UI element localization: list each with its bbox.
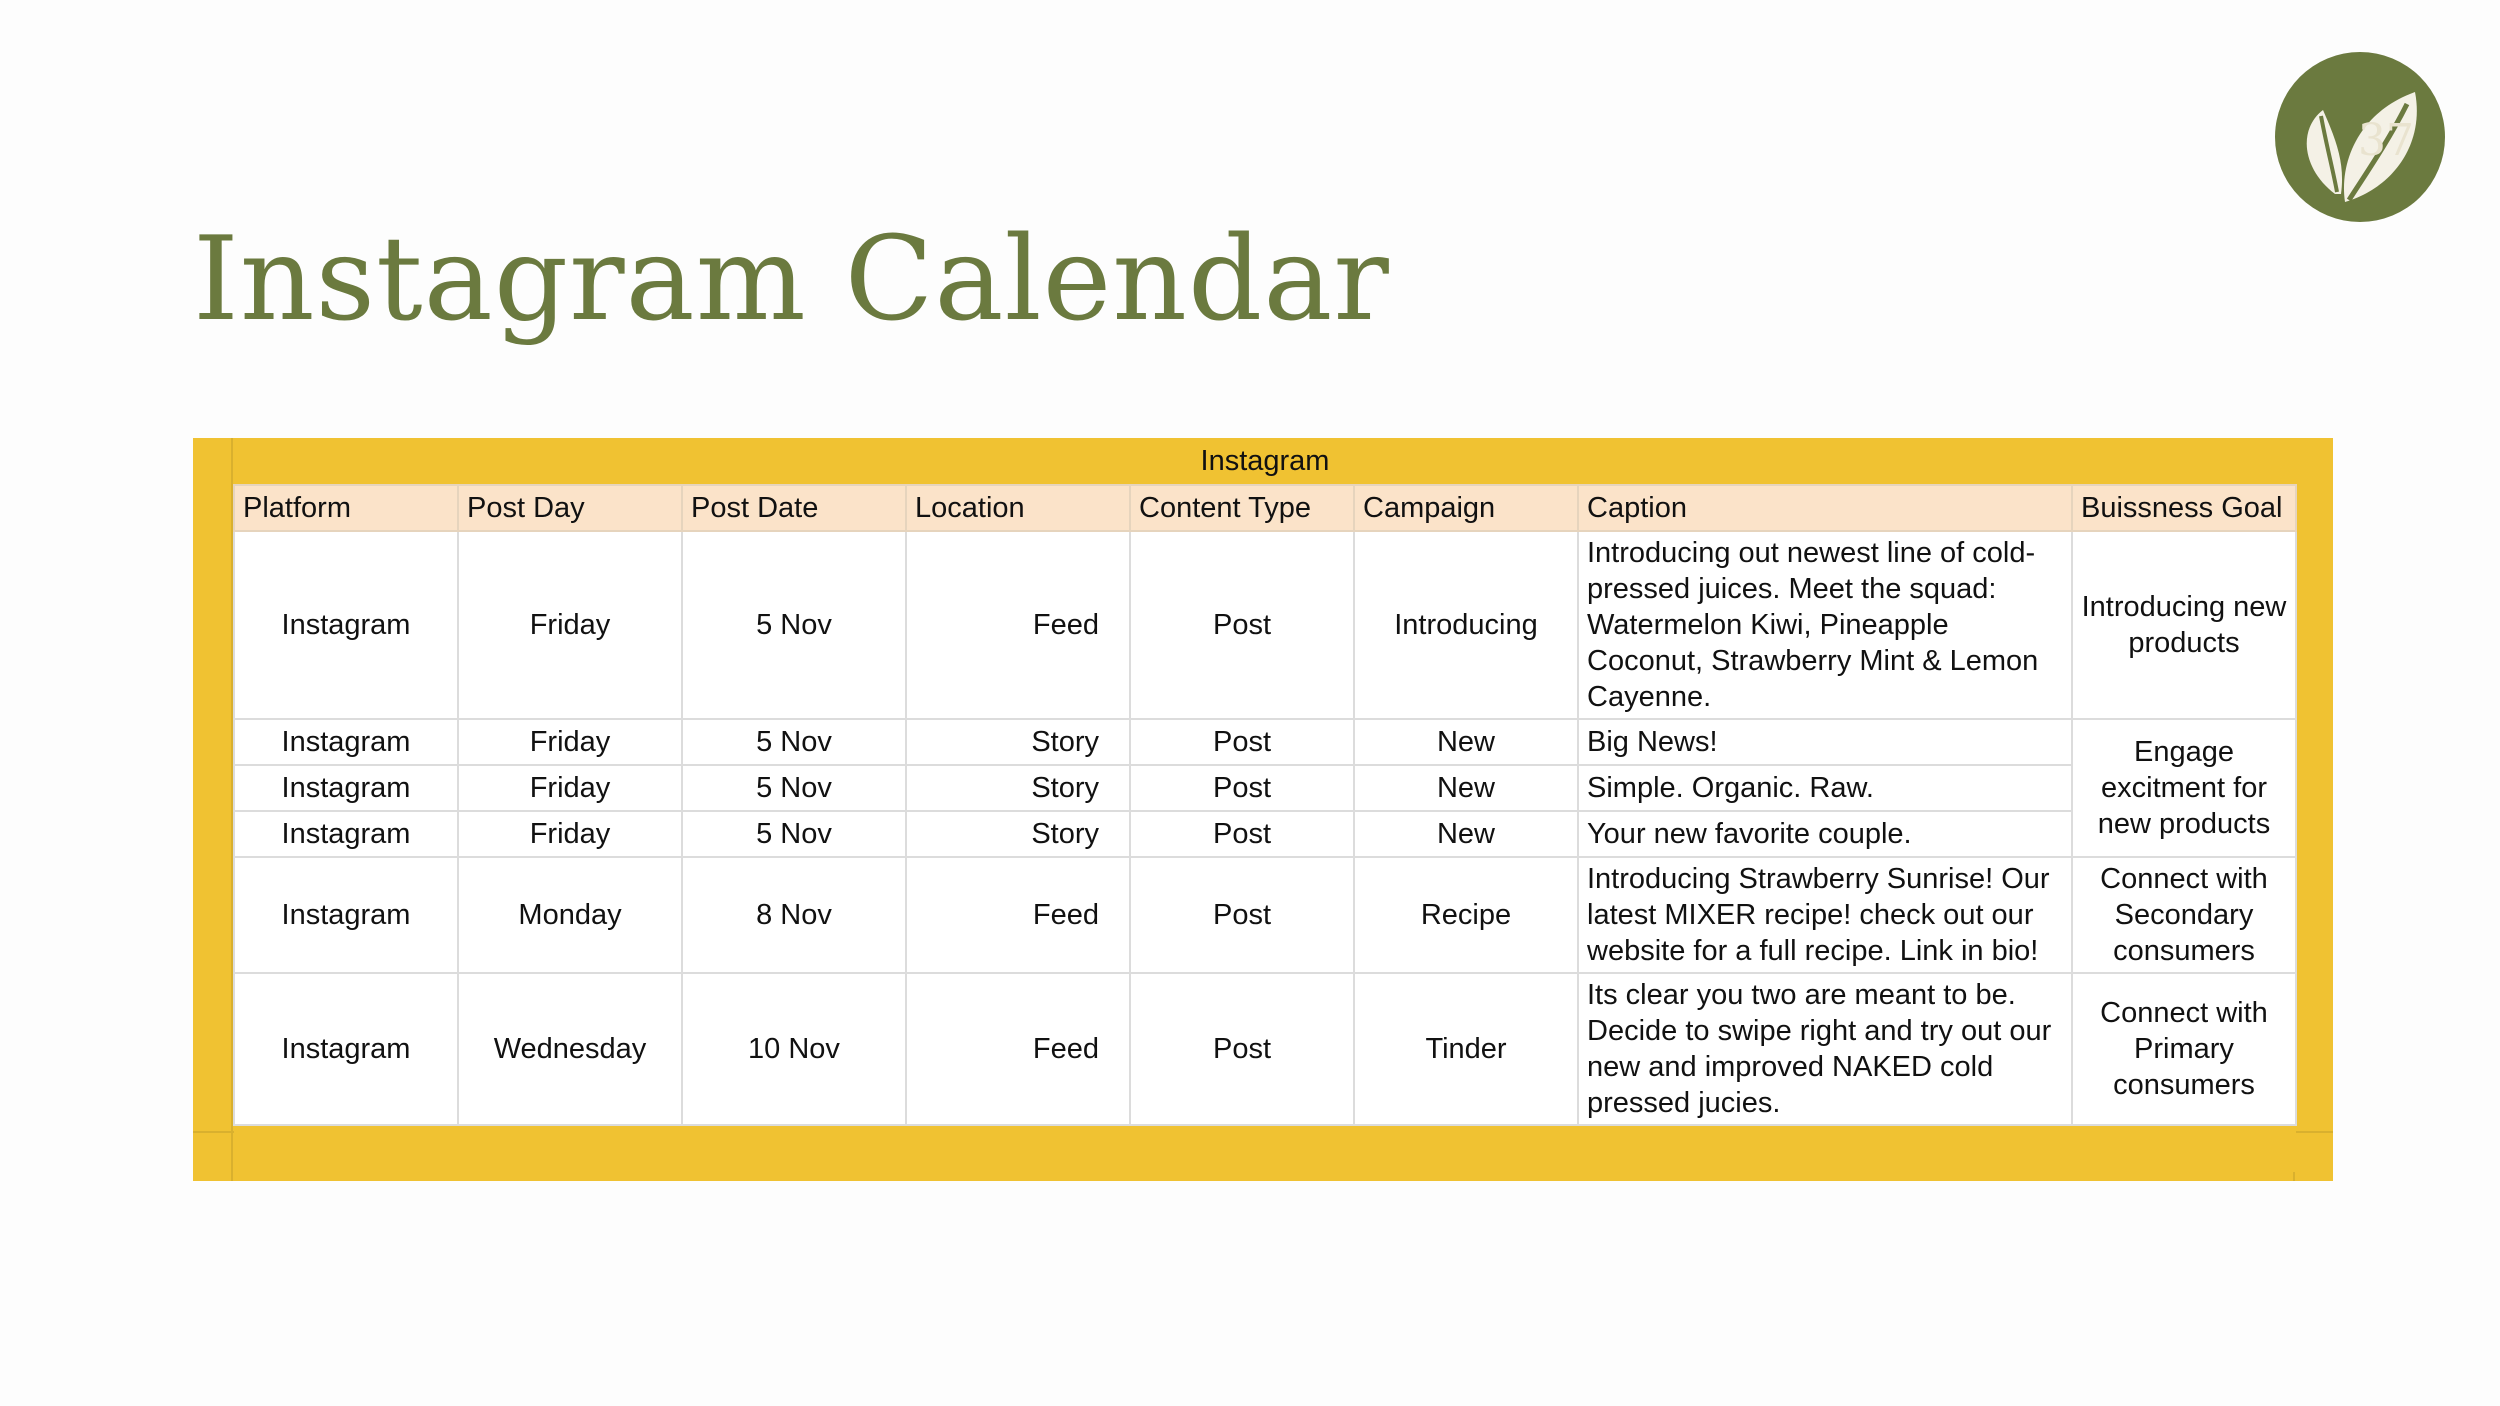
cell-platform: Instagram [234, 719, 458, 765]
cell-platform: Instagram [234, 811, 458, 857]
column-header-post-day: Post Day [458, 485, 682, 531]
cell-campaign: New [1354, 811, 1578, 857]
cell-post-date: 5 Nov [682, 765, 906, 811]
table-row [234, 531, 2296, 719]
cell-caption: Introducing Strawberry Sunrise! Our latest MIXER recipe! check out our website for a full recipe. Link in bio! [1578, 857, 2072, 973]
cell-location: Story [906, 811, 1130, 857]
table-header-row [234, 485, 2296, 531]
cell-post-day: Friday [458, 719, 682, 765]
cell-content-type: Post [1130, 811, 1354, 857]
cell-content-type: Post [1130, 765, 1354, 811]
cell-campaign: Recipe [1354, 857, 1578, 973]
cell-post-date: 8 Nov [682, 857, 906, 973]
table-row [234, 811, 2296, 857]
cell-caption: Introducing out newest line of cold-pressed juices. Meet the squad: Watermelon Kiwi, Pineapple Coconut, Strawberry Mint & Lemon Cayenne. [1578, 531, 2072, 719]
cell-content-type: Post [1130, 531, 1354, 719]
column-header-post-date: Post Date [682, 485, 906, 531]
table-row [234, 973, 2296, 1125]
cell-post-date: 10 Nov [682, 973, 906, 1125]
calendar-table [233, 438, 2297, 1172]
cell-location: Feed [906, 531, 1130, 719]
column-header-content-type: Content Type [1130, 485, 1354, 531]
cell-campaign: New [1354, 765, 1578, 811]
cell-location: Story [906, 719, 1130, 765]
cell-post-date: 5 Nov [682, 719, 906, 765]
cell-content-type: Post [1130, 719, 1354, 765]
table-row [234, 719, 2296, 765]
page-title: Instagram Calendar [193, 212, 1390, 347]
cell-location: Feed [906, 857, 1130, 973]
cell-business-goal: Connect with Secondary consumers [2072, 857, 2296, 973]
cell-content-type: Post [1130, 857, 1354, 973]
cell-caption: Simple. Organic. Raw. [1578, 765, 2072, 811]
cell-platform: Instagram [234, 765, 458, 811]
cell-business-goal: Engage excitment for new products [2072, 719, 2296, 857]
cell-post-date: 5 Nov [682, 811, 906, 857]
column-header-platform: Platform [234, 485, 458, 531]
cell-business-goal: Introducing new products [2072, 531, 2296, 719]
page-number: 37 [2358, 115, 2414, 166]
table-row [234, 857, 2296, 973]
cell-location: Feed [906, 973, 1130, 1125]
cell-caption: Your new favorite couple. [1578, 811, 2072, 857]
cell-post-day: Wednesday [458, 973, 682, 1125]
cell-post-day: Friday [458, 531, 682, 719]
cell-post-date: 5 Nov [682, 531, 906, 719]
cell-location: Story [906, 765, 1130, 811]
cell-platform: Instagram [234, 531, 458, 719]
spreadsheet [193, 438, 2333, 1181]
cell-campaign: Tinder [1354, 973, 1578, 1125]
column-header-business-goal: Buissness Goal [2072, 485, 2296, 531]
cell-post-day: Friday [458, 765, 682, 811]
cell-business-goal: Connect with Primary consumers [2072, 973, 2296, 1125]
column-header-location: Location [906, 485, 1130, 531]
cell-campaign: New [1354, 719, 1578, 765]
column-header-caption: Caption [1578, 485, 2072, 531]
cell-content-type: Post [1130, 973, 1354, 1125]
column-header-campaign: Campaign [1354, 485, 1578, 531]
cell-platform: Instagram [234, 857, 458, 973]
cell-post-day: Monday [458, 857, 682, 973]
table-footer-band [234, 1125, 2296, 1172]
cell-caption: Big News! [1578, 719, 2072, 765]
table-row [234, 765, 2296, 811]
cell-platform: Instagram [234, 973, 458, 1125]
cell-post-day: Friday [458, 811, 682, 857]
cell-caption: Its clear you two are meant to be. Decide to swipe right and try out our new and improved NAKED cold pressed jucies. [1578, 973, 2072, 1125]
cell-campaign: Introducing [1354, 531, 1578, 719]
table-band-title: Instagram [234, 438, 2296, 485]
